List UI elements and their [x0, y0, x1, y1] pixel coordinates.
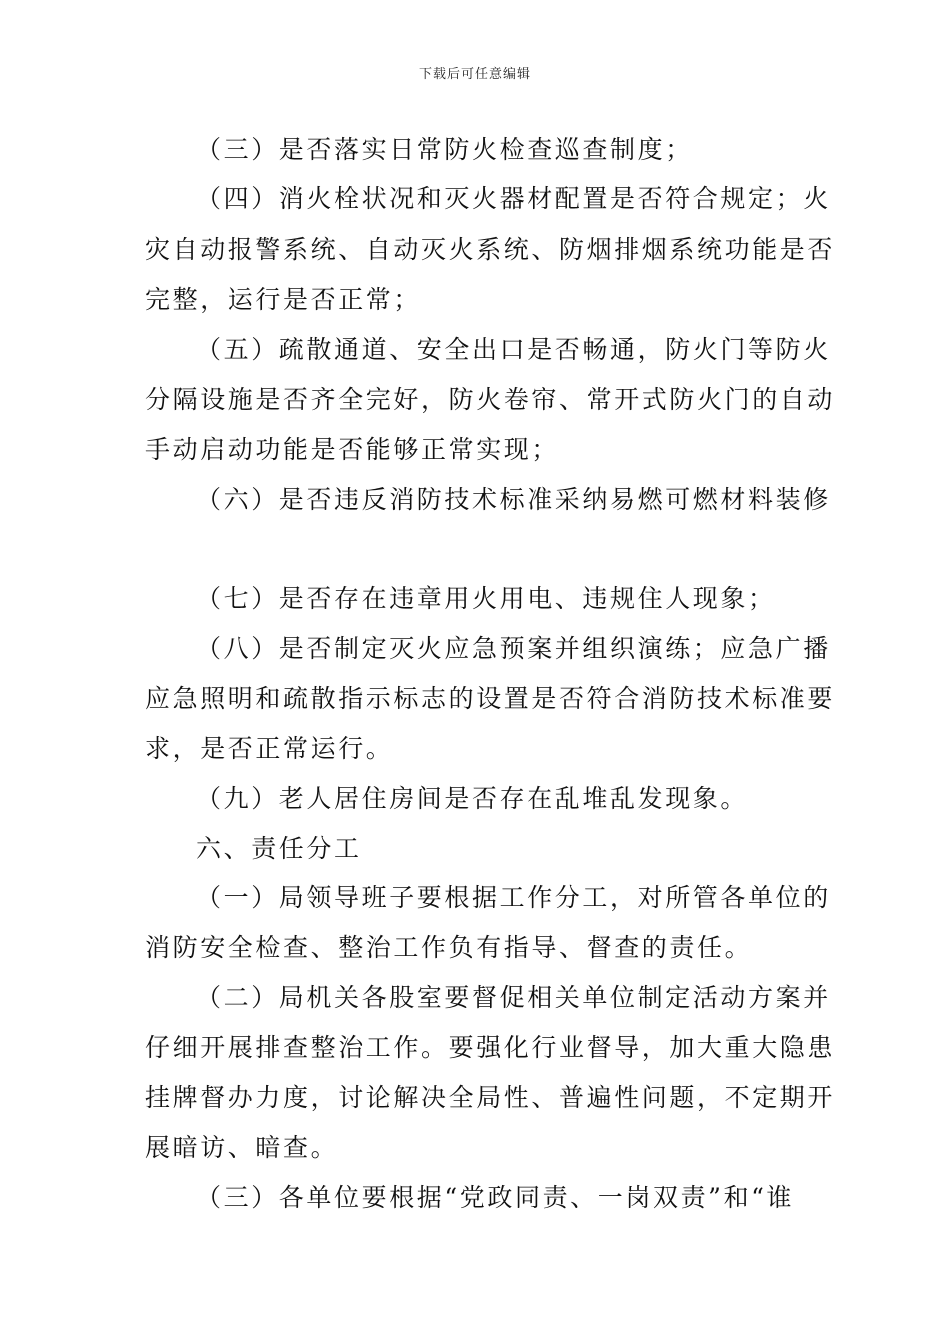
section-heading: 六、责任分工 — [196, 834, 362, 863]
paragraph-line: 完整，运行是否正常； — [145, 285, 422, 314]
paragraph-line: （二）局机关各股室要督促相关单位制定活动方案并 — [196, 983, 831, 1012]
paragraph-line: （三）各单位要根据“党政同责、一岗双责”和“谁 — [196, 1183, 795, 1212]
paragraph-line: 求，是否正常运行。 — [145, 734, 394, 763]
paragraph-line: 挂牌督办力度，讨论解决全局性、普遍性问题，不定期开 — [145, 1083, 836, 1112]
paragraph-line: 消防安全检查、整治工作负有指导、督查的责任。 — [145, 933, 753, 962]
page-header-note: 下载后可任意编辑 — [418, 67, 531, 82]
paragraph-line: （四）消火栓状况和灭火器材配置是否符合规定；火 — [196, 184, 831, 213]
paragraph-line: 灾自动报警系统、自动灭火系统、防烟排烟系统功能是否 — [145, 235, 836, 264]
paragraph-line: 分隔设施是否齐全完好，防火卷帘、常开式防火门的自动 — [145, 385, 836, 414]
paragraph-line: 仔细开展排查整治工作。要强化行业督导，加大重大隐患 — [145, 1033, 836, 1062]
paragraph-line: （三）是否落实日常防火检查巡查制度； — [196, 135, 693, 164]
paragraph-line: （六）是否违反消防技术标准采纳易燃可燃材料装修 — [196, 485, 831, 514]
paragraph-line: （七）是否存在违章用火用电、违规住人现象； — [196, 584, 776, 613]
paragraph-line: （八）是否制定灭火应急预案并组织演练；应急广播 — [196, 634, 831, 663]
paragraph-line: 手动启动功能是否能够正常实现； — [145, 435, 560, 464]
paragraph-line: （五）疏散通道、安全出口是否畅通，防火门等防火 — [196, 335, 831, 364]
paragraph-line: 展暗访、暗查。 — [145, 1133, 339, 1162]
paragraph-line: （九）老人居住房间是否存在乱堆乱发现象。 — [196, 784, 749, 813]
paragraph-line: （一）局领导班子要根据工作分工，对所管各单位的 — [196, 883, 831, 912]
paragraph-line: 应急照明和疏散指示标志的设置是否符合消防技术标准要 — [145, 684, 836, 713]
